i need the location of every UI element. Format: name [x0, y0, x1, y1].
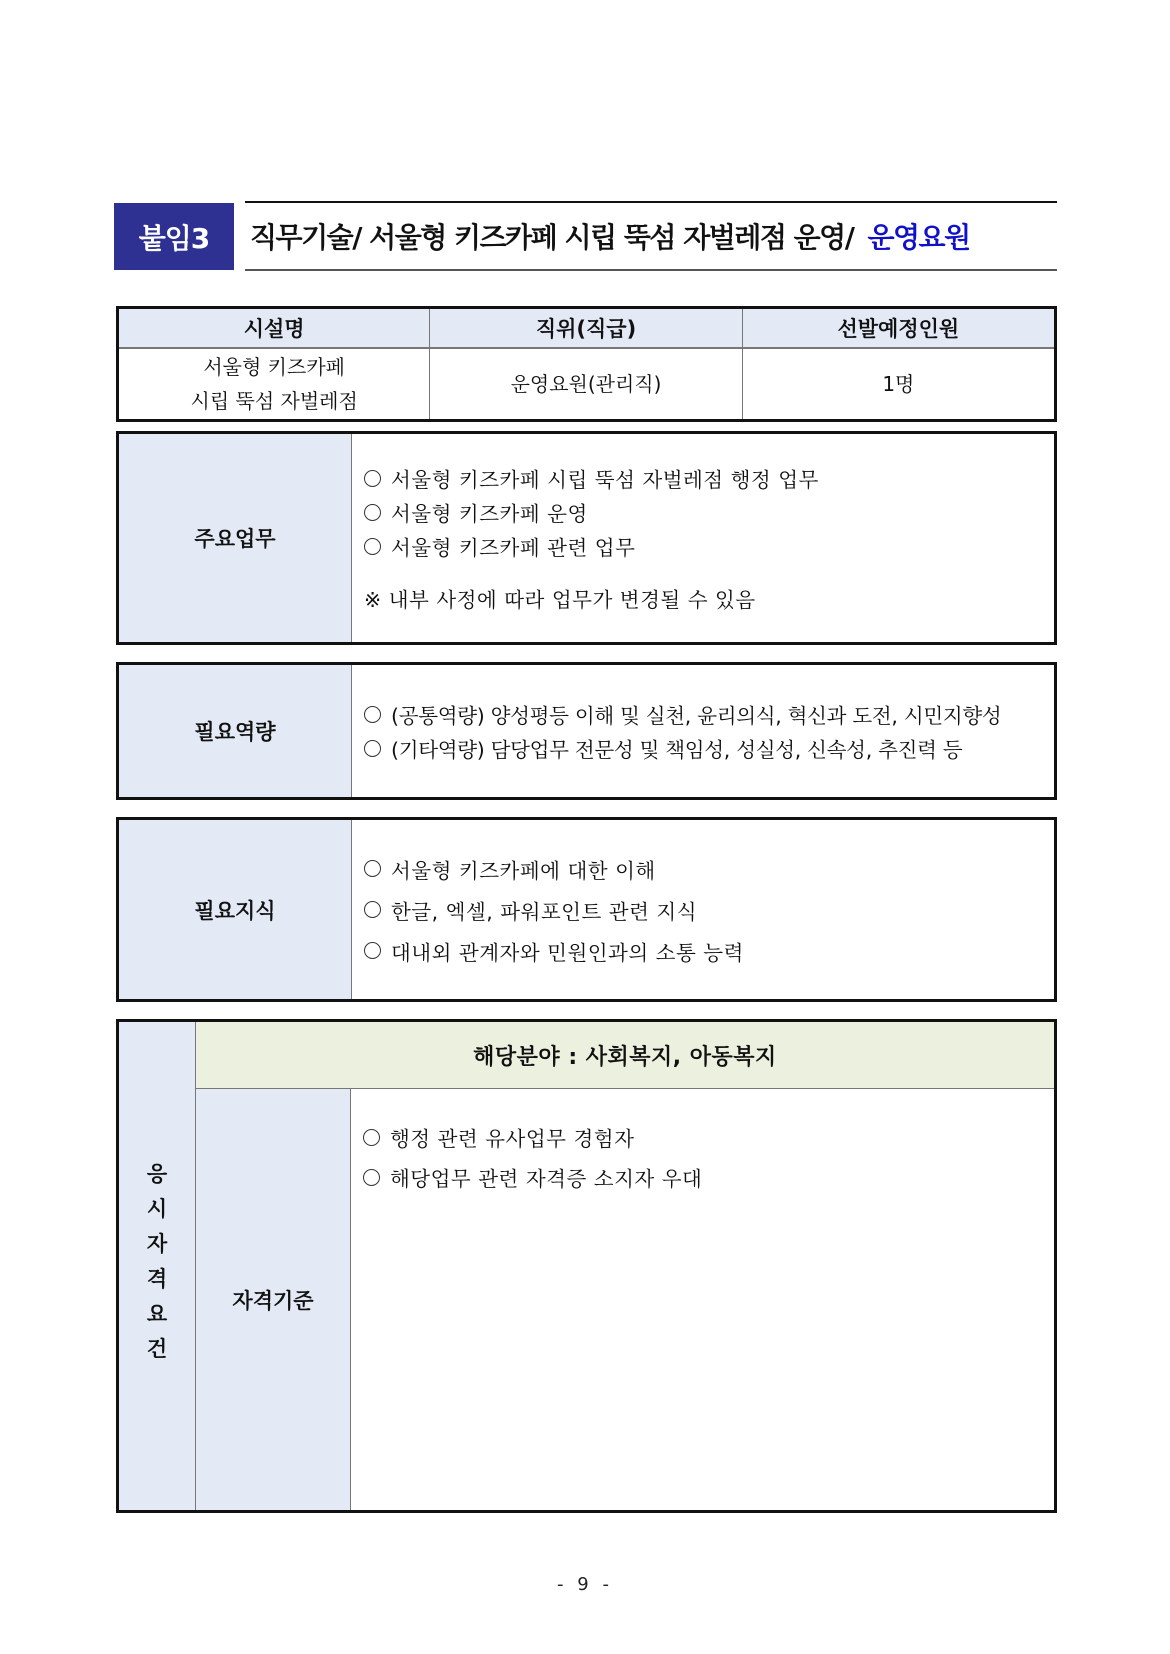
column-header-facility: 시설명: [118, 308, 430, 349]
title-accent: 운영요원: [867, 221, 970, 254]
list-item-text: 한글, 엑셀, 파워포인트 관련 지식: [391, 899, 698, 924]
facility-line-2: 시립 뚝섬 자벌레점: [190, 389, 358, 413]
circle-bullet-icon: [364, 470, 381, 487]
main-duties-label: 주요업무: [119, 434, 352, 642]
list-item: [364, 889, 1054, 930]
table-row: [118, 348, 1056, 421]
list-item: [364, 848, 1054, 889]
list-item-text: 서울형 키즈카페 시립 뚝섬 자벌레점 행정 업무: [391, 468, 819, 492]
criteria-content: [351, 1089, 1054, 1510]
circle-bullet-icon: [364, 942, 381, 959]
knowledge-label: 필요지식: [119, 820, 352, 999]
position-info-table: [116, 306, 1057, 422]
duties-note: ※ 내부 사정에 따라 업무가 변경될 수 있음: [364, 588, 756, 612]
list-item: [364, 731, 1054, 765]
competencies-content: [352, 665, 1054, 797]
list-item-text: 서울형 키즈카페 운영: [391, 502, 588, 526]
list-item: [364, 529, 1054, 563]
vertical-label-char: 격: [146, 1267, 168, 1291]
list-item-text: 서울형 키즈카페에 대한 이해: [391, 858, 656, 883]
list-item: [363, 1157, 1054, 1197]
knowledge-content: [352, 820, 1054, 999]
list-item: [364, 697, 1054, 731]
criteria-row: [196, 1089, 1054, 1510]
facility-cell: [118, 348, 430, 421]
page-number: - 9 -: [557, 1574, 613, 1595]
page-title: [250, 201, 970, 271]
position-cell: 운영요원(관리직): [430, 348, 742, 421]
title-rule-bottom: [245, 269, 1057, 271]
list-item: [363, 1117, 1054, 1157]
circle-bullet-icon: [364, 504, 381, 521]
list-item-text: (공통역량) 양성평등 이해 및 실천, 윤리의식, 혁신과 도전, 시민지향성: [391, 704, 1002, 728]
list-item: [364, 930, 1054, 971]
qualifications-body: [196, 1022, 1054, 1510]
list-item-text: (기타역량) 담당업무 전문성 및 책임성, 성실성, 신속성, 추진력 등: [391, 738, 963, 762]
list-item-text: 서울형 키즈카페 관련 업무: [391, 536, 636, 560]
list-item: [364, 461, 1054, 495]
knowledge-section: [116, 817, 1057, 1002]
competencies-section: [116, 662, 1057, 800]
list-item-text: 대내외 관계자와 민원인과의 소통 능력: [391, 940, 744, 965]
main-duties-content: [352, 434, 1054, 642]
list-item: [364, 495, 1054, 529]
circle-bullet-icon: [363, 1169, 380, 1186]
column-header-position: 직위(직급): [430, 308, 742, 349]
circle-bullet-icon: [364, 860, 381, 877]
attachment-badge: 붙임3: [114, 203, 234, 270]
vertical-label-char: 시: [146, 1197, 168, 1221]
vertical-label-char: 응: [146, 1162, 168, 1186]
vertical-label-char: 자: [146, 1232, 168, 1256]
title-main: 직무기술/ 서울형 키즈카페 시립 뚝섬 자벌레점 운영/: [250, 221, 854, 254]
circle-bullet-icon: [364, 706, 381, 723]
circle-bullet-icon: [364, 538, 381, 555]
circle-bullet-icon: [363, 1129, 380, 1146]
vertical-label-char: 건: [146, 1337, 168, 1361]
qualifications-vertical-label: [119, 1022, 196, 1510]
headcount-cell: 1명: [742, 348, 1055, 421]
criteria-label: 자격기준: [196, 1089, 351, 1510]
section-title-bar: [114, 201, 1057, 271]
main-duties-section: [116, 431, 1057, 645]
circle-bullet-icon: [364, 740, 381, 757]
table-header-row: [118, 308, 1056, 349]
competencies-label: 필요역량: [119, 665, 352, 797]
list-item-text: 행정 관련 유사업무 경험자: [390, 1127, 635, 1151]
facility-line-1: 서울형 키즈카페: [203, 355, 345, 379]
vertical-label-char: 요: [146, 1302, 168, 1326]
list-item-text: 해당업무 관련 자격증 소지자 우대: [390, 1167, 703, 1191]
qualifications-section: [116, 1019, 1057, 1513]
column-header-headcount: 선발예정인원: [742, 308, 1055, 349]
circle-bullet-icon: [364, 901, 381, 918]
field-header: 해당분야 : 사회복지, 아동복지: [196, 1022, 1054, 1089]
